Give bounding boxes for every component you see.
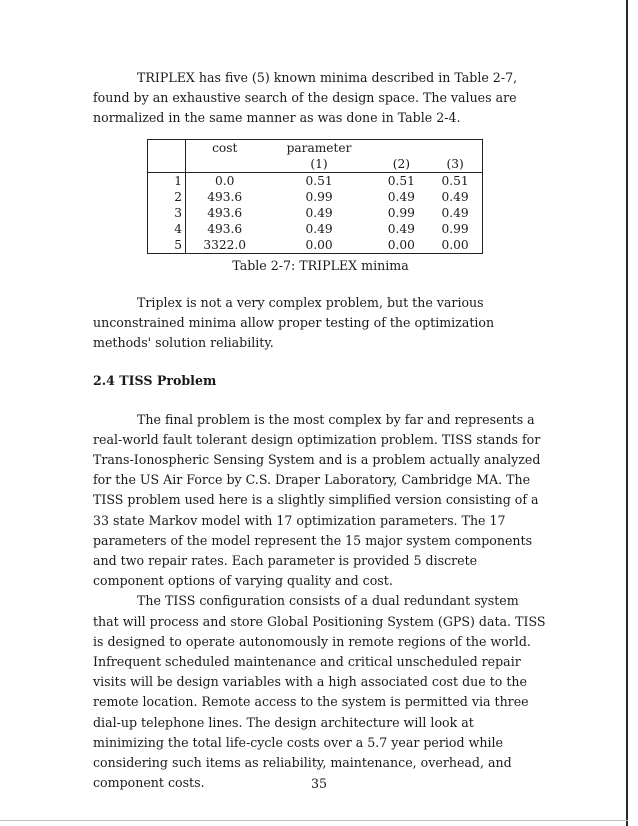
tiss-paragraph-2: The TISS configuration consists of a dual redundant system that will process and store Global Positioning System (GPS) data. TISS is designed to operate autonomously in remote regions of the world. Infrequent scheduled maintenance and critical unscheduled repair visits will be design variables with a high associated cost due to the remote location. Remote access to the system is permitted via three dial-up telephone lines. The design architecture will look at minimizing the total life-cycle costs over a 5.7 year period while considering such items as reliability, maintenance, overhead, and component costs. (93, 593, 546, 791)
table-header-row-1 (148, 139, 483, 156)
table-row (148, 189, 483, 205)
tiss-paragraph-1: The final problem is the most complex by far and represents a real-world fault tolerant design optimization problem. TISS stands for Trans-Ionospheric Sensing System and is a problem actually analyzed for the US Air Force by C.S. Draper Laboratory, Cambridge MA. The TISS problem used here is a slightly simplified version consisting of a 33 state Markov model with 17 optimization parameters. The 17 parameters of the model represent the 15 major system components and two repair rates. Each parameter is provided 5 discrete component options of varying quality and cost. (93, 411, 541, 589)
header-parameter: parameter (286, 140, 352, 155)
document-page (93, 68, 548, 793)
row-cost: 493.6 (207, 221, 243, 236)
table-row (148, 221, 483, 237)
row-index: 4 (148, 221, 186, 237)
row-param-3: 0.49 (441, 189, 469, 204)
table-row (148, 205, 483, 221)
row-param-1: 0.00 (305, 237, 333, 252)
header-param-2: (2) (375, 156, 429, 173)
table-caption: Table 2-7: TRIPLEX minima (232, 257, 409, 273)
page-number: 35 (310, 776, 328, 791)
row-cost: 493.6 (207, 205, 243, 220)
section-heading: 2.4 TISS Problem (93, 373, 217, 389)
row-param-2: 0.99 (387, 205, 415, 220)
row-param-1: 0.49 (305, 221, 333, 236)
header-cost-blank (186, 156, 264, 173)
row-param-1: 0.99 (305, 189, 333, 204)
row-index: 5 (148, 237, 186, 254)
row-param-2: 0.00 (387, 237, 415, 252)
row-index: 2 (148, 189, 186, 205)
table-row (148, 172, 483, 189)
row-param-2: 0.49 (387, 189, 415, 204)
page-edge-bottom (0, 820, 628, 821)
triplex-minima-table (147, 139, 483, 254)
row-index: 3 (148, 205, 186, 221)
row-cost: 0.0 (215, 173, 235, 188)
header-index-cell-2 (148, 156, 186, 173)
table-row (148, 237, 483, 254)
row-param-3: 0.51 (441, 173, 469, 188)
table-container (93, 139, 548, 276)
row-cost: 3322.0 (203, 237, 247, 252)
row-param-3: 0.00 (441, 237, 469, 252)
header-param-1: (1) (263, 156, 374, 173)
header-cost: cost (212, 140, 238, 155)
header-blank-3 (428, 139, 482, 156)
row-param-1: 0.51 (305, 173, 333, 188)
spacer (93, 392, 548, 410)
header-index-cell (148, 139, 186, 156)
table-header-row-2 (148, 156, 483, 173)
page-edge-right (626, 0, 628, 826)
row-cost: 493.6 (207, 189, 243, 204)
row-param-2: 0.51 (387, 173, 415, 188)
triplex-paragraph: Triplex is not a very complex problem, but the various unconstrained minima allow proper testing of the optimization methods' solution reliability. (93, 294, 495, 351)
intro-paragraph: TRIPLEX has five (5) known minima described in Table 2-7, found by an exhaustive search of the design space. The values are normalized in the same manner as was done in Table 2-4. (93, 70, 518, 126)
header-blank-2 (375, 139, 429, 156)
row-param-3: 0.49 (441, 205, 469, 220)
row-param-2: 0.49 (387, 221, 415, 236)
header-param-3: (3) (428, 156, 482, 173)
row-param-3: 0.99 (441, 221, 469, 236)
spacer (93, 353, 548, 371)
row-param-1: 0.49 (305, 205, 333, 220)
row-index: 1 (148, 172, 186, 189)
